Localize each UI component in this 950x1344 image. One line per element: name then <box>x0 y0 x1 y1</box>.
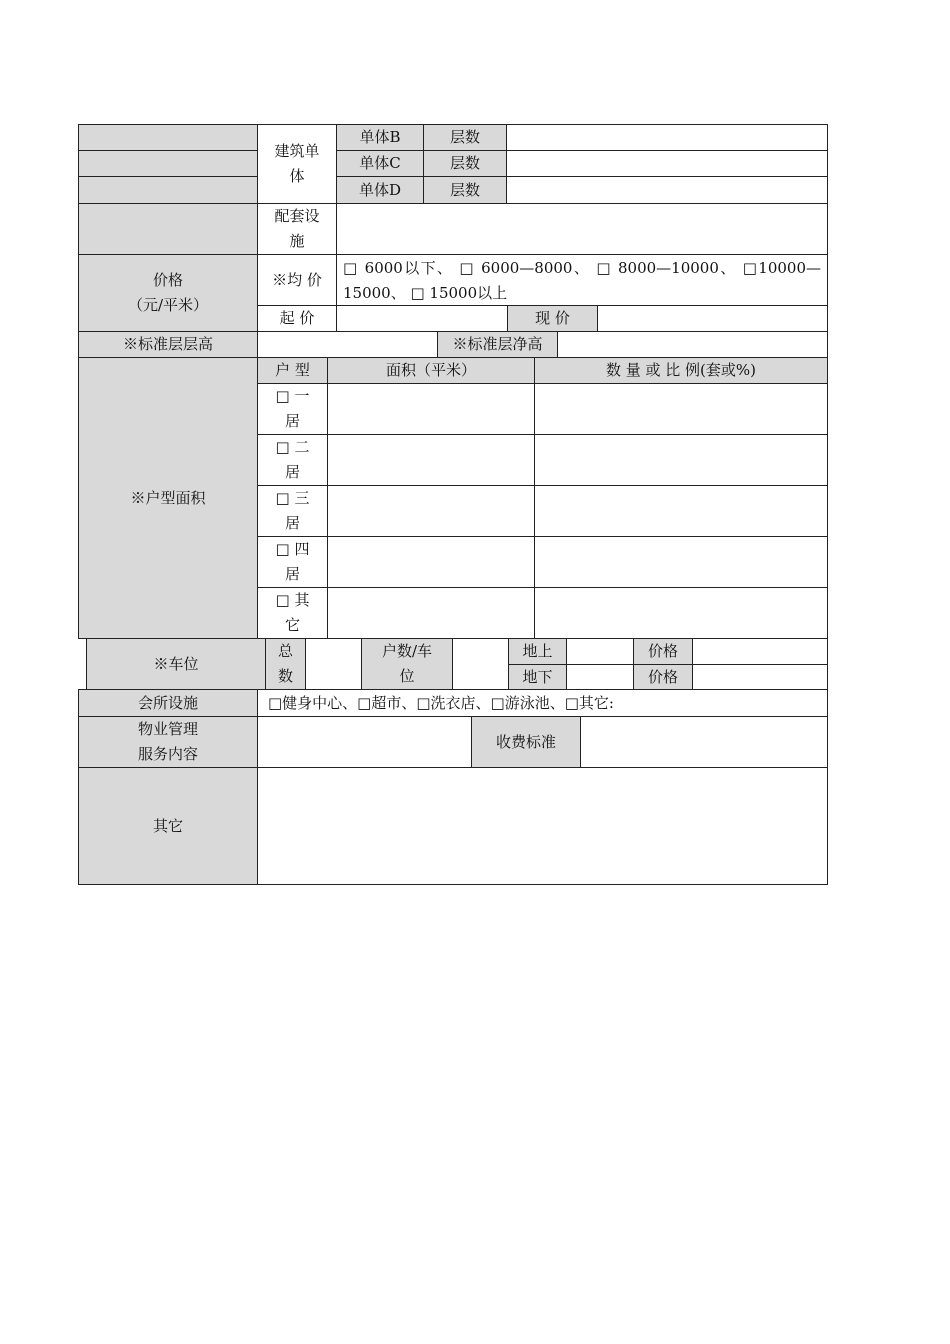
net-height-label: ※标准层净高 <box>437 331 558 358</box>
blank-label-cell <box>78 124 258 151</box>
property-input[interactable] <box>257 716 472 768</box>
unit-type-checkbox-four-bedroom[interactable]: □ 四 居 <box>257 536 328 588</box>
blank-label-cell <box>78 203 258 255</box>
avg-price-label: ※均 价 <box>257 254 337 306</box>
parking-below-price-label: 价格 <box>633 664 693 690</box>
unit-type-checkbox-one-bedroom[interactable]: □ 一 居 <box>257 383 328 435</box>
clubhouse-label: 会所设施 <box>78 689 258 717</box>
parking-below-label: 地下 <box>508 664 567 690</box>
area-input[interactable] <box>327 587 535 639</box>
price-label: 价格 （元/平米） <box>78 254 258 332</box>
unit-type-checkbox-other[interactable]: □ 其 它 <box>257 587 328 639</box>
unit-c-floors-label: 层数 <box>423 150 507 177</box>
unit-c-floors-input[interactable] <box>506 150 828 177</box>
parking-label: ※车位 <box>86 638 266 690</box>
area-input[interactable] <box>327 536 535 588</box>
start-price-input[interactable] <box>336 305 508 332</box>
parking-above-label: 地上 <box>508 638 567 665</box>
quantity-input[interactable] <box>534 536 828 588</box>
parking-below-price-input[interactable] <box>692 664 828 690</box>
blank-label-cell <box>78 150 258 177</box>
unit-types-label: ※户型面积 <box>78 357 258 639</box>
area-input[interactable] <box>327 434 535 486</box>
parking-above-price-input[interactable] <box>692 638 828 665</box>
other-label: 其它 <box>78 767 258 885</box>
quantity-header: 数 量 或 比 例(套或%) <box>534 357 828 384</box>
floor-height-label: ※标准层层高 <box>78 331 258 358</box>
quantity-input[interactable] <box>534 587 828 639</box>
parking-below-input[interactable] <box>566 664 634 690</box>
parking-ratio-label: 户数/车 位 <box>361 638 453 690</box>
other-input[interactable] <box>257 767 828 885</box>
parking-total-label: 总 数 <box>265 638 306 690</box>
area-input[interactable] <box>327 485 535 537</box>
property-label: 物业管理 服务内容 <box>78 716 258 768</box>
unit-b-floors-label: 层数 <box>423 124 507 151</box>
quantity-input[interactable] <box>534 485 828 537</box>
clubhouse-options[interactable]: □健身中心、□超市、□洗衣店、□游泳池、□其它: <box>257 689 828 717</box>
parking-total-input[interactable] <box>305 638 362 690</box>
unit-b-floors-input[interactable] <box>506 124 828 151</box>
unit-type-checkbox-three-bedroom[interactable]: □ 三 居 <box>257 485 328 537</box>
current-price-label: 现 价 <box>507 305 598 332</box>
unit-d-name: 单体D <box>336 176 424 204</box>
avg-price-options[interactable]: □ 6000以下、 □ 6000—8000、 □ 8000—10000、 □10000—15000、 □ 15000以上 <box>336 254 828 306</box>
parking-above-input[interactable] <box>566 638 634 665</box>
area-input[interactable] <box>327 383 535 435</box>
current-price-input[interactable] <box>597 305 828 332</box>
unit-type-checkbox-two-bedroom[interactable]: □ 二 居 <box>257 434 328 486</box>
unit-c-name: 单体C <box>336 150 424 177</box>
facilities-input[interactable] <box>336 203 828 255</box>
net-height-input[interactable] <box>557 331 828 358</box>
start-price-label: 起 价 <box>257 305 337 332</box>
unit-d-floors-label: 层数 <box>423 176 507 204</box>
parking-above-price-label: 价格 <box>633 638 693 665</box>
blank-label-cell <box>78 176 258 204</box>
facilities-label: 配套设 施 <box>257 203 337 255</box>
fee-standard-label: 收费标准 <box>471 716 581 768</box>
parking-ratio-input[interactable] <box>452 638 509 690</box>
unit-d-floors-input[interactable] <box>506 176 828 204</box>
quantity-input[interactable] <box>534 383 828 435</box>
unit-type-header: 户 型 <box>257 357 328 384</box>
unit-b-name: 单体B <box>336 124 424 151</box>
fee-standard-input[interactable] <box>580 716 828 768</box>
building-unit-label: 建筑单 体 <box>257 124 337 204</box>
quantity-input[interactable] <box>534 434 828 486</box>
area-header: 面积（平米） <box>327 357 535 384</box>
floor-height-input[interactable] <box>257 331 438 358</box>
